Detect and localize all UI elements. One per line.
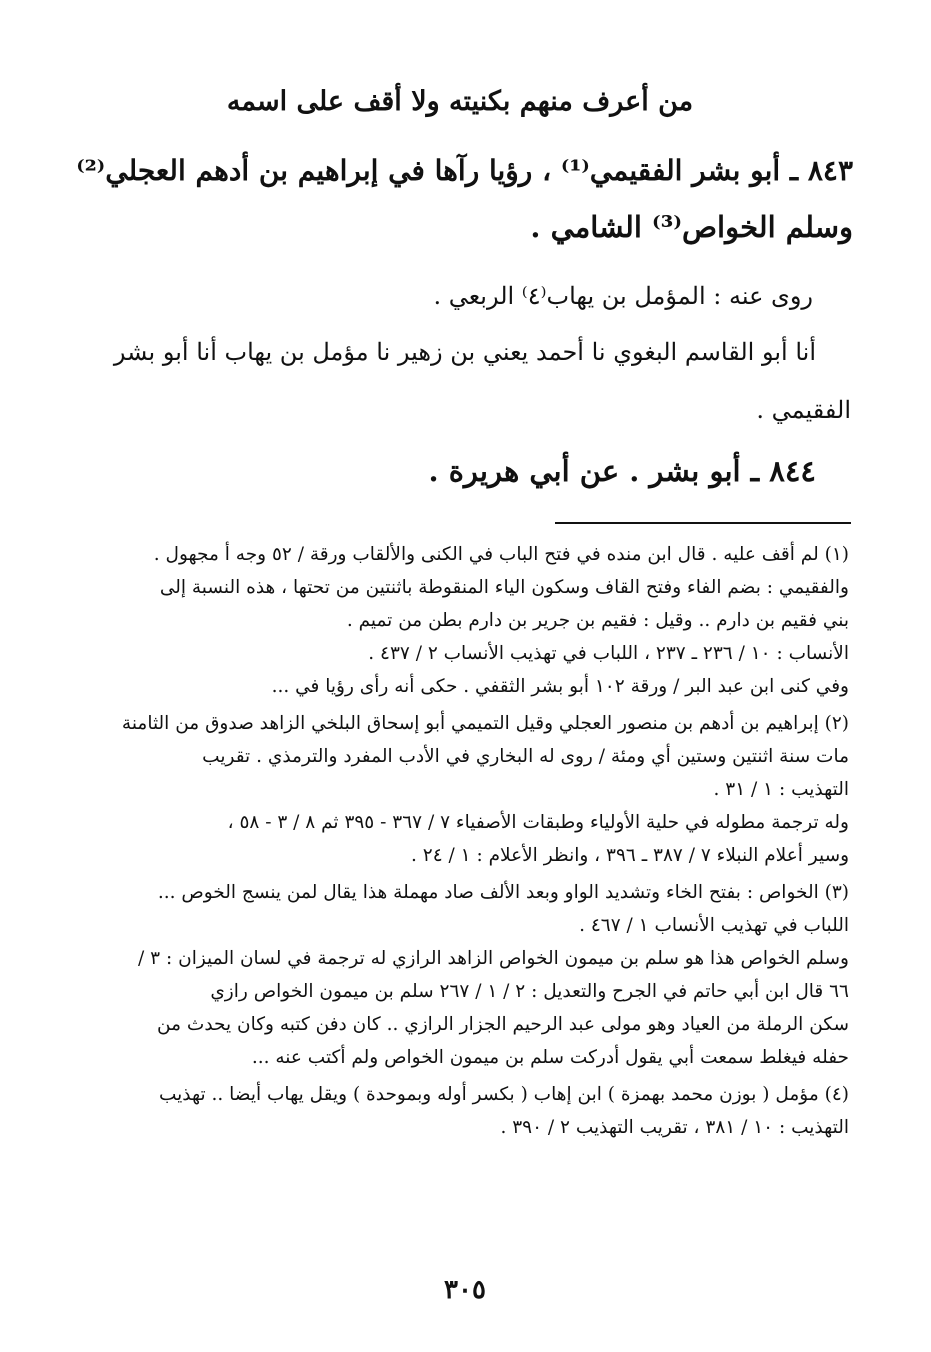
entry-844-title: ٨٤٤ ـ أبو بشر . عن أبي هريرة . (428, 454, 816, 488)
footnote-line: وفي كنى ابن عبد البر / ورقة ١٠٢ أبو بشر الثقفي . حكى أنه رأى رؤيا في ... (271, 676, 849, 697)
footnote-text: لم أقف عليه . قال ابن منده في فتح الباب في الكنى والألقاب ورقة / ٥٢ وجه أ مجهول . (153, 544, 819, 565)
footnote-line: التهذيب : ١ / ٣١ . (713, 779, 849, 800)
footnote-number: (٤) (824, 1084, 849, 1105)
footnote-text: الخواص : بفتح الخاء وتشديد الواو وبعد الألف صاد مهملة هذا يقال لمن ينسج الخوص ... (157, 882, 819, 903)
footnote-line: ٦٦ قال ابن أبي حاتم في الجرح والتعديل : ٢ / ١ / ٢٦٧ سلم بن ميمون الخواص رازي (210, 981, 849, 1002)
footnote-1 (119, 538, 849, 703)
footnote-line: والفقيمي : بضم الفاء وفتح القاف وسكون الياء المنقوطة باثنتين من تحتها ، هذه النسبة إلى (159, 577, 849, 598)
isnad-line2: الفقيمي . (756, 396, 851, 424)
footnote-number: (١) (824, 544, 849, 565)
footnote-separator (555, 522, 851, 524)
entry-843-title-line2: وسلم الخواص⁽³⁾ الشامي . (530, 210, 853, 244)
footnote-number: (٢) (824, 713, 849, 734)
footnote-line: حفله فيغلط سمعت أبي يقول أدركت سلم بن ميمون الخواص ولم أكتب عنه ... (251, 1047, 849, 1068)
footnotes-section (119, 538, 849, 1148)
footnote-line (119, 1078, 849, 1111)
footnote-line: وسير أعلام النبلاء ٧ / ٣٨٧ ـ ٣٩٦ ، وانظر الأعلام : ١ / ٢٤ . (411, 845, 849, 866)
footnote-number: (٣) (824, 882, 849, 903)
footnote-text: مؤمل ( بوزن محمد بهمزة ) ابن إهاب ( بكسر أوله وبموحدة ) ويقل يهاب أيضا .. تهذيب (158, 1084, 819, 1105)
footnote-line: الأنساب : ١٠ / ٢٣٦ ـ ٢٣٧ ، اللباب في تهذيب الأنساب ٢ / ٤٣٧ . (368, 643, 849, 664)
footnote-line: اللباب في تهذيب الأنساب ١ / ٤٦٧ . (579, 915, 849, 936)
chapter-heading: من أعرف منهم بكنيته ولا أقف على اسمه (226, 86, 694, 117)
isnad-line1: أنا أبو القاسم البغوي نا أحمد يعني بن زهير نا مؤمل بن يهاب أنا أبو بشر (113, 338, 816, 366)
footnote-line (119, 538, 849, 571)
footnote-line: التهذيب : ١٠ / ٣٨١ ، تقريب التهذيب ٢ / ٣٩٠ . (500, 1117, 849, 1138)
narrator-line: روى عنه : المؤمل بن يهاب⁽٤⁾ الربعي . (433, 282, 813, 310)
footnote-line: مات سنة اثنتين وستين أي ومئة / روى له البخاري في الأدب المفرد والترمذي . تقريب (202, 746, 849, 767)
footnote-line: بني فقيم بن دارم .. وقيل : فقيم بن جرير بن دارم بطن من تميم . (346, 610, 849, 631)
page-number: ٣٠٥ (444, 1275, 486, 1305)
footnote-line: وسلم الخواص هذا هو سلم بن ميمون الخواص الزاهد الرازي له ترجمة في لسان الميزان : ٣ / (138, 948, 849, 969)
footnote-2 (119, 707, 849, 872)
footnote-line: سكن الرملة من العياد وهو مولى عبد الرحيم الجزار الرازي .. كان دفن كتبه وكان يحدث من (157, 1014, 849, 1035)
entry-843-title-line1: ٨٤٣ ـ أبو بشر الفقيمي⁽¹⁾ ، رؤيا رآها في إبراهيم بن أدهم العجلي⁽²⁾ (76, 154, 853, 187)
footnote-line (119, 876, 849, 909)
footnote-text: إبراهيم بن أدهم بن منصور العجلي وقيل التميمي أبو إسحاق البلخي الزاهد صدوق من الثامنة (121, 713, 819, 734)
footnote-3 (119, 876, 849, 1074)
footnote-line (119, 707, 849, 740)
footnote-line: وله ترجمة مطوله في حلية الأولياء وطبقات الأصفياء ٧ / ٣٦٧ - ٣٩٥ ثم ٨ / ٣ - ٥٨ ، (227, 812, 849, 833)
footnote-4 (119, 1078, 849, 1144)
